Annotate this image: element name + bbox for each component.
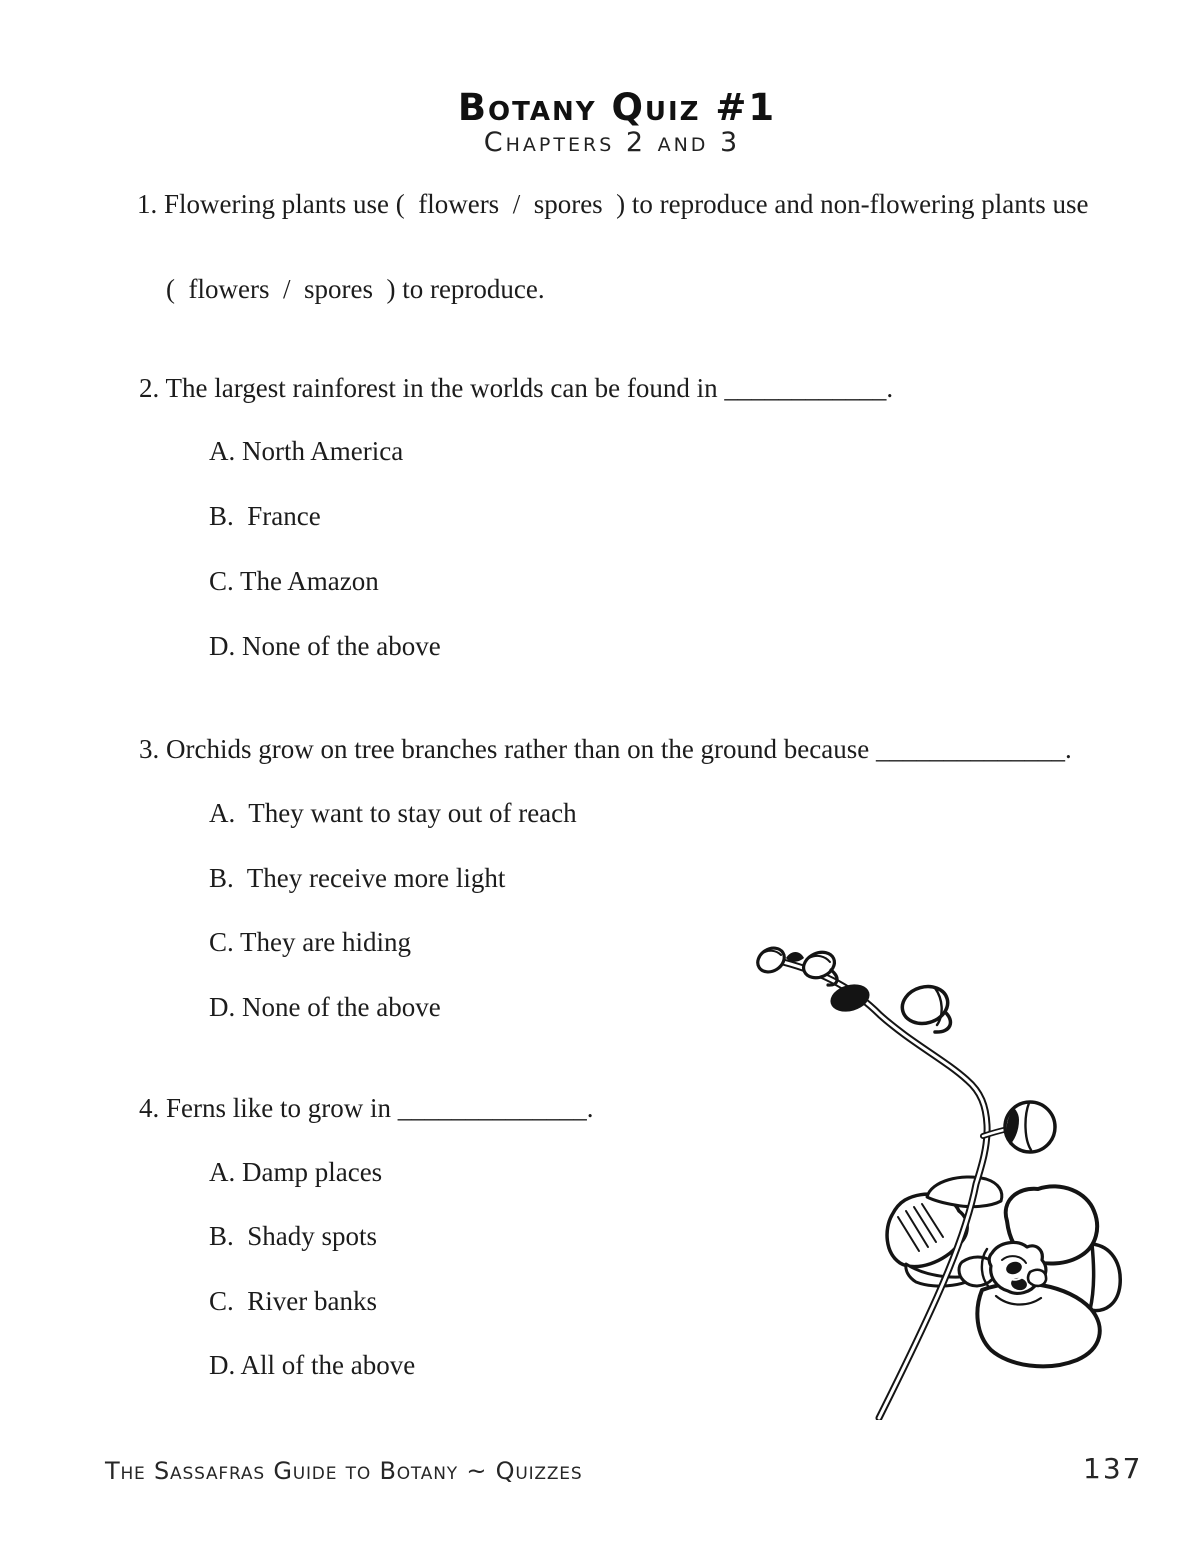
question-2-option-b: B. France bbox=[209, 501, 321, 531]
question-4-option-d: D. All of the above bbox=[209, 1350, 416, 1380]
quiz-subtitle: Chapters 2 and 3 bbox=[483, 127, 741, 158]
question-3-option-a: A. They want to stay out of reach bbox=[209, 798, 577, 828]
quiz-title: Botany Quiz #1 bbox=[457, 86, 777, 129]
question-3-option-d: D. None of the above bbox=[209, 992, 441, 1022]
footer-book-title: The Sassafras Guide to Botany ~ Quizzes bbox=[105, 1457, 583, 1485]
question-4-text: 4. Ferns like to grow in ______________. bbox=[139, 1093, 594, 1123]
orchid-illustration bbox=[730, 920, 1200, 1420]
question-2-text: 2. The largest rainforest in the worlds can be found in ____________. bbox=[139, 373, 894, 403]
question-4-option-a: A. Damp places bbox=[209, 1157, 383, 1187]
question-2-option-d: D. None of the above bbox=[209, 631, 441, 661]
question-4-option-b: B. Shady spots bbox=[209, 1221, 378, 1251]
question-2-option-a: A. North America bbox=[209, 436, 404, 466]
question-1-line-1: 1. Flowering plants use ( flowers / spores ) to reproduce and non-flowering plants use bbox=[137, 189, 1089, 219]
question-2-option-c: C. The Amazon bbox=[209, 566, 379, 596]
question-4-option-c: C. River banks bbox=[209, 1286, 377, 1316]
question-3-text: 3. Orchids grow on tree branches rather than on the ground because ______________. bbox=[139, 734, 1072, 764]
question-3-option-c: C. They are hiding bbox=[209, 927, 411, 957]
page-number: 137 bbox=[1083, 1452, 1143, 1485]
question-1-line-2: ( flowers / spores ) to reproduce. bbox=[166, 274, 545, 304]
question-3-option-b: B. They receive more light bbox=[209, 863, 506, 893]
